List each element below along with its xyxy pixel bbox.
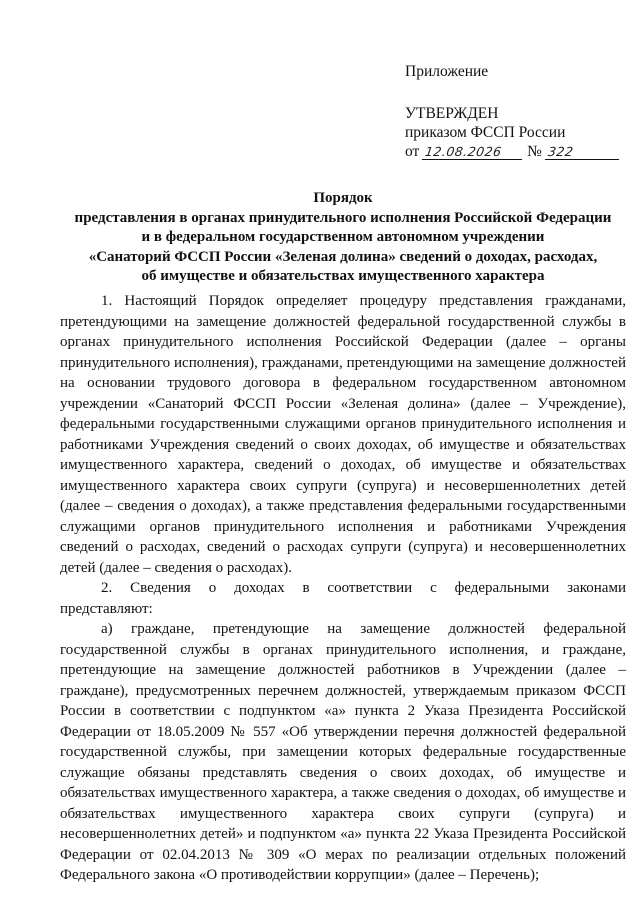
handwritten-order-date: 12.08.2026 bbox=[422, 144, 524, 160]
paragraph-2a: а) граждане, претендующие на замещение должностей федеральной государственной службы в органах принудительного исполнения, и граждане, претендующие на замещение должностей работников в Учреждении (далее – граждане), предусмотренных перечнем должностей, утверждаемым приказом ФССП России в соответствии с подпунктом «а» пункта 2 Указа Президента Российской Федерации от 18.05.2009 № 557 «Об утверждении перечня должностей федеральной государственной службы, при замещении которых федеральные государственные служащие обязаны представлять сведения о своих доходах, об имуществе и обязательствах имущественного характера, а также сведения о доходах, об имуществе и обязательствах имущественного характера своих супруги (супруга) и несовершеннолетних детей» и подпунктом «а» пункта 22 Указа Президента Российской Федерации от 02.04.2013 № 309 «О мерах по реализации отдельных положений Федерального закона «О противодействии коррупции» (далее – Перечень); bbox=[60, 621, 626, 883]
order-date-number-line bbox=[405, 142, 620, 161]
paragraph-2 bbox=[60, 578, 626, 619]
from-label: от bbox=[405, 143, 420, 160]
appendix-label: Приложение bbox=[405, 63, 489, 80]
document-body bbox=[60, 291, 626, 886]
title-line: «Санаторий ФССП России «Зеленая долина» сведений о доходах, расходах, bbox=[88, 248, 598, 265]
paragraph-2-tail: представляют: bbox=[60, 600, 153, 617]
order-authority: приказом ФССП России bbox=[405, 124, 566, 141]
handwritten-order-number: 322 bbox=[545, 144, 621, 160]
title-line: представления в органах принудительного исполнения Российской Федерации bbox=[74, 209, 612, 226]
document-title bbox=[60, 189, 626, 287]
title-line: об имуществе и обязательствах имущественного характера bbox=[141, 268, 545, 284]
title-line: и в федеральном государственном автономном учреждении bbox=[141, 229, 545, 245]
document-header bbox=[405, 62, 620, 161]
paragraph-1: 1. Настоящий Порядок определяет процедуру представления гражданами, претендующими на замещение должностей федеральной государственной службы в органах принудительного исполнения Российской Федерации (далее – органы принудительного исполнения), гражданами, претендующими на замещение должностей на основании трудового договора в федеральном государственном автономном учреждении «Санаторий ФССП России «Зеленая долина» (далее – Учреждение), федеральными государственными служащими органов принудительного исполнения и работниками Учреждения сведений о своих доходах, об имуществе и обязательствах имущественного характера, сведений о доходах, об имуществе и обязательствах имущественного характера своих супруги (супруга) и несовершеннолетних детей (далее – сведения о доходах), а также представления федеральными государственными служащими органов принудительного исполнения и работниками Учреждения сведений о расходах, сведений о расходах супруги (супруга) и несовершеннолетних детей (далее – сведения о расходах). bbox=[60, 293, 626, 576]
title-line: Порядок bbox=[313, 190, 373, 206]
number-label: № bbox=[527, 143, 542, 160]
paragraph-2-text: 2. Сведения о доходах в соответствии с федеральными законами bbox=[101, 580, 626, 596]
approved-label: УТВЕРЖДЕН bbox=[405, 105, 499, 122]
